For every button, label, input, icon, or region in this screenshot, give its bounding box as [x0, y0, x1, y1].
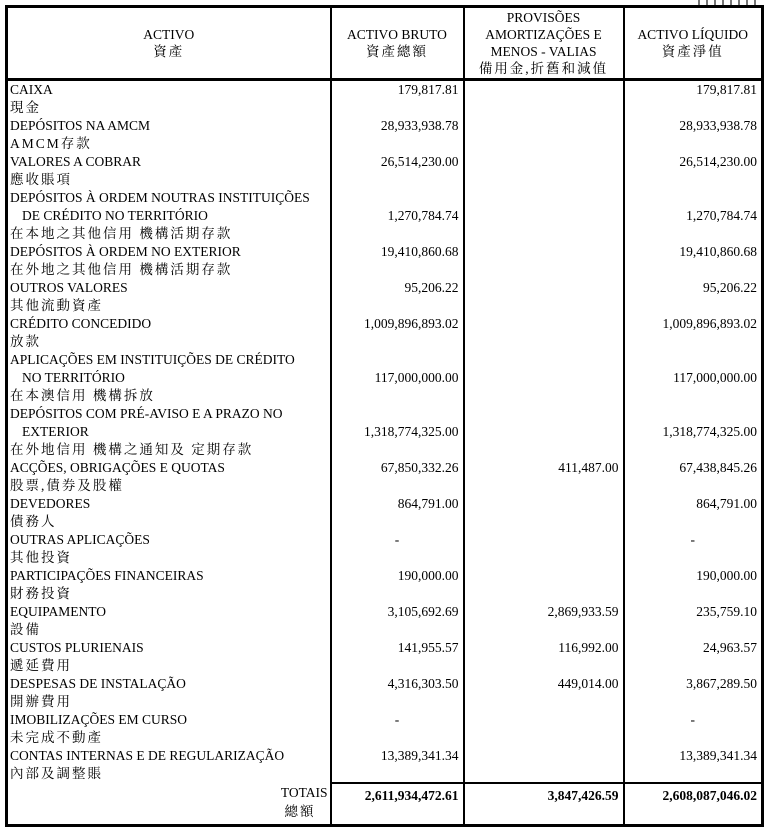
cell-provisoes: [464, 747, 624, 783]
row-label-cell: [7, 279, 331, 315]
row-label-pt: [10, 603, 330, 621]
cell-activo-bruto-value: 1,318,774,325.00: [364, 424, 459, 439]
cell-activo-bruto-value: 141,955.57: [397, 640, 459, 655]
table-row: [7, 153, 763, 189]
table-row: [7, 639, 763, 675]
cell-activo-bruto-value: 1,009,896,893.02: [364, 316, 459, 331]
row-label-cell: [7, 243, 331, 279]
cell-activo-liquido: [624, 315, 763, 351]
row-label-cell: [7, 603, 331, 639]
assets-table: [5, 5, 764, 827]
cell-provisoes: [464, 531, 624, 567]
totals-provisoes-value: 3,847,426.59: [547, 788, 619, 803]
cell-activo-liquido: [624, 639, 763, 675]
cell-activo-bruto-value: 28,933,938.78: [380, 118, 459, 133]
cell-provisoes: [464, 243, 624, 279]
row-label-zh: 應收賬項: [10, 172, 72, 187]
cell-activo-liquido-value: 19,410,860.68: [679, 244, 757, 259]
row-label-pt-line: CRÉDITO CONCEDIDO: [10, 316, 152, 331]
row-label-zh: 股票,債券及股權: [10, 478, 124, 493]
row-label-pt-line: NO TERRITÓRIO: [22, 370, 125, 385]
header-activo: [7, 7, 331, 80]
row-label-pt: [10, 351, 330, 387]
row-label-pt-line: OUTRAS APLICAÇÕES: [10, 532, 150, 547]
cell-activo-bruto-value: -: [394, 532, 400, 547]
cell-activo-bruto-value: 19,410,860.68: [380, 244, 459, 259]
cell-activo-liquido-value: 26,514,230.00: [679, 154, 757, 169]
cell-activo-bruto: [331, 711, 464, 747]
cell-activo-bruto: [331, 675, 464, 711]
row-label-zh: 財務投資: [10, 586, 72, 601]
row-label-zh: AMCM存款: [10, 136, 92, 151]
row-label-pt: [10, 675, 330, 693]
cell-activo-bruto: [331, 459, 464, 495]
totals-provisoes: [464, 783, 624, 826]
cell-activo-bruto-value: 3,105,692.69: [387, 604, 459, 619]
cell-activo-liquido-value: 67,438,845.26: [679, 460, 757, 475]
cell-activo-liquido-value: 1,318,774,325.00: [662, 424, 757, 439]
header-activo-liquido: [624, 7, 763, 80]
row-label-pt: [10, 279, 330, 297]
totals-activo-liquido: [624, 783, 763, 826]
row-label-zh: 其他投資: [10, 550, 72, 565]
header-provisoes-pt-line: AMORTIZAÇÕES E: [485, 27, 602, 42]
row-label-pt-line: VALORES A COBRAR: [10, 154, 142, 169]
cell-activo-bruto: [331, 639, 464, 675]
row-label-pt: [10, 405, 330, 441]
table-row: [7, 189, 763, 243]
row-label-pt-line: PARTICIPAÇÕES FINANCEIRAS: [10, 568, 204, 583]
totals-label-zh: 總額: [284, 804, 316, 819]
cell-provisoes-value: [465, 351, 623, 369]
table-row: [7, 747, 763, 783]
cell-activo-liquido: [624, 80, 763, 118]
row-label-pt: [10, 567, 330, 585]
totals-label-cell: [7, 783, 331, 826]
row-label-pt-line: OUTROS VALORES: [10, 280, 128, 295]
row-label-cell: [7, 567, 331, 603]
cell-provisoes-value: 449,014.00: [557, 676, 619, 691]
header-activo-bruto: [331, 7, 464, 80]
row-label-cell: [7, 495, 331, 531]
cell-activo-liquido: [624, 531, 763, 567]
cell-activo-liquido-value: 1,009,896,893.02: [662, 316, 757, 331]
cell-provisoes-value: [465, 189, 623, 207]
row-label-zh: 放款: [10, 334, 41, 349]
row-label-pt: [10, 81, 330, 99]
row-label-zh: 開辦費用: [10, 694, 72, 709]
cell-activo-bruto: [331, 117, 464, 153]
cell-provisoes: [464, 639, 624, 675]
row-label-cell: [7, 117, 331, 153]
header-activo-bruto-zh: 資產總額: [366, 44, 428, 59]
table-footer: [7, 783, 763, 826]
row-label-cell: [7, 747, 331, 783]
row-label-pt-line: IMOBILIZAÇÕES EM CURSO: [10, 712, 188, 727]
row-label-zh: 內部及調整賬: [10, 766, 103, 781]
cell-provisoes: [464, 351, 624, 405]
row-label-cell: [7, 153, 331, 189]
cell-provisoes: [464, 675, 624, 711]
row-label-pt-line: DESPESAS DE INSTALAÇÃO: [10, 676, 186, 691]
cell-activo-liquido-value: 13,389,341.34: [679, 748, 757, 763]
cell-activo-bruto: [331, 405, 464, 459]
row-label-pt: [10, 117, 330, 135]
cell-activo-bruto-value: 1,270,784.74: [387, 208, 459, 223]
cell-activo-liquido-value: 864,791.00: [696, 496, 757, 511]
header-provisoes-pt-line: PROVISÕES: [506, 10, 581, 25]
cell-provisoes: [464, 153, 624, 189]
table-row: [7, 495, 763, 531]
cell-provisoes: [464, 315, 624, 351]
row-label-pt: [10, 711, 330, 729]
cell-activo-bruto-value: 67,850,332.26: [380, 460, 459, 475]
table-row: [7, 711, 763, 747]
cell-activo-liquido: [624, 279, 763, 315]
header-provisoes: [464, 7, 624, 80]
cell-provisoes-value: 2,869,933.59: [547, 604, 619, 619]
table-row: [7, 459, 763, 495]
row-label-pt: [10, 495, 330, 513]
row-label-pt: [10, 531, 330, 549]
row-label-zh: 遞延費用: [10, 658, 72, 673]
table-row: [7, 243, 763, 279]
row-label-zh: 在本澳信用 機構拆放: [10, 388, 155, 403]
row-label-pt: [10, 639, 330, 657]
cell-activo-liquido: [624, 495, 763, 531]
header-activo-bruto-pt: ACTIVO BRUTO: [347, 27, 447, 42]
row-label-cell: [7, 639, 331, 675]
cell-activo-bruto-value: 4,316,303.50: [387, 676, 459, 691]
table-row: [7, 80, 763, 118]
cell-activo-bruto: [331, 351, 464, 405]
cell-provisoes: [464, 80, 624, 118]
row-label-pt: [10, 189, 330, 225]
cell-activo-bruto-value: 864,791.00: [397, 496, 459, 511]
row-label-pt-line: DEPÓSITOS À ORDEM NO EXTERIOR: [10, 244, 241, 259]
row-label-cell: [7, 531, 331, 567]
table-header: [7, 7, 763, 80]
totals-activo-bruto: [331, 783, 464, 826]
header-row: [7, 7, 763, 80]
row-label-pt-line: DEVEDORES: [10, 496, 91, 511]
table-row: [7, 567, 763, 603]
cell-provisoes-value: [465, 405, 623, 423]
cell-activo-bruto-value: 26,514,230.00: [380, 154, 459, 169]
header-provisoes-pt-line: MENOS - VALIAS: [490, 44, 597, 59]
header-activo-zh: 資產: [153, 44, 185, 59]
cell-activo-bruto: [331, 747, 464, 783]
cell-activo-bruto-value: 117,000,000.00: [374, 370, 459, 385]
cell-activo-liquido: [624, 747, 763, 783]
row-label-pt-line: CONTAS INTERNAS E DE REGULARIZAÇÃO: [10, 748, 285, 763]
table-row: [7, 117, 763, 153]
cell-activo-liquido-value: 190,000.00: [696, 568, 757, 583]
cell-activo-liquido: [624, 459, 763, 495]
row-label-zh: 設備: [10, 622, 41, 637]
cell-provisoes: [464, 279, 624, 315]
row-label-pt-line: DEPÓSITOS NA AMCM: [10, 118, 151, 133]
row-label-pt: [10, 315, 330, 333]
totals-row: [7, 783, 763, 826]
cell-activo-liquido: [624, 189, 763, 243]
cell-activo-liquido: [624, 675, 763, 711]
cell-provisoes: [464, 405, 624, 459]
row-label-pt-line: CUSTOS PLURIENAIS: [10, 640, 144, 655]
row-label-pt: [10, 243, 330, 261]
cell-provisoes: [464, 603, 624, 639]
totals-activo-liquido-value: 2,608,087,046.02: [662, 788, 757, 803]
header-activo-pt: ACTIVO: [143, 27, 195, 42]
row-label-cell: [7, 405, 331, 459]
cell-provisoes: [464, 567, 624, 603]
row-label-zh: 現金: [10, 100, 41, 115]
cell-activo-liquido-value: 179,817.81: [696, 82, 757, 97]
cell-activo-liquido-value: -: [690, 712, 695, 727]
row-label-zh: 未完成不動產: [10, 730, 103, 745]
row-label-cell: [7, 189, 331, 243]
cell-activo-bruto-value: 95,206.22: [404, 280, 459, 295]
table-row: [7, 531, 763, 567]
cell-activo-liquido-value: 235,759.10: [696, 604, 757, 619]
cell-provisoes-value: 116,992.00: [558, 640, 619, 655]
cell-activo-bruto: [331, 80, 464, 118]
row-label-pt: [10, 747, 330, 765]
cell-provisoes: [464, 189, 624, 243]
cell-activo-bruto: [331, 495, 464, 531]
cell-provisoes: [464, 711, 624, 747]
totals-activo-bruto-value: 2,611,934,472.61: [364, 788, 459, 803]
cell-activo-liquido-value: 3,867,289.50: [686, 676, 757, 691]
row-label-cell: [7, 675, 331, 711]
table-body: [7, 80, 763, 784]
cell-activo-liquido: [624, 153, 763, 189]
cell-activo-bruto-value: 13,389,341.34: [380, 748, 459, 763]
cell-activo-liquido: [624, 567, 763, 603]
cell-activo-bruto: [331, 243, 464, 279]
table-row: [7, 315, 763, 351]
cell-activo-liquido-value: 117,000,000.00: [673, 370, 757, 385]
row-label-zh: 在本地之其他信用 機構活期存款: [10, 226, 233, 241]
row-label-pt-line: CAIXA: [10, 82, 53, 97]
cell-activo-liquido: [624, 711, 763, 747]
row-label-cell: [7, 711, 331, 747]
row-label-cell: [7, 459, 331, 495]
row-label-pt-line: EXTERIOR: [22, 424, 89, 439]
cell-activo-bruto: [331, 279, 464, 315]
cell-activo-bruto: [331, 189, 464, 243]
cell-activo-liquido-value: 28,933,938.78: [679, 118, 757, 133]
row-label-pt-line: APLICAÇÕES EM INSTITUIÇÕES DE CRÉDITO: [10, 352, 295, 367]
cell-activo-liquido: [624, 351, 763, 405]
cell-activo-liquido-value: 95,206.22: [703, 280, 757, 295]
row-label-pt: [10, 459, 330, 477]
cell-activo-liquido: [624, 117, 763, 153]
cell-provisoes: [464, 495, 624, 531]
row-label-cell: [7, 351, 331, 405]
cell-activo-liquido-value: 1,270,784.74: [686, 208, 757, 223]
header-activo-liquido-pt: ACTIVO LÍQUIDO: [637, 27, 749, 42]
cell-activo-bruto: [331, 531, 464, 567]
cell-provisoes: [464, 459, 624, 495]
table-row: [7, 603, 763, 639]
totals-label-pt: TOTAIS: [280, 785, 328, 800]
cell-provisoes: [464, 117, 624, 153]
row-label-cell: [7, 315, 331, 351]
cell-activo-bruto-value: 179,817.81: [397, 82, 459, 97]
cell-activo-liquido-value: 24,963.57: [703, 640, 757, 655]
row-label-cell: [7, 80, 331, 118]
cell-activo-bruto-value: -: [394, 712, 400, 727]
row-label-pt-line: DEPÓSITOS COM PRÉ-AVISO E A PRAZO NO: [10, 406, 283, 421]
cell-activo-bruto: [331, 315, 464, 351]
cell-activo-liquido: [624, 243, 763, 279]
table-row: [7, 675, 763, 711]
table-row: [7, 351, 763, 405]
row-label-pt: [10, 153, 330, 171]
header-provisoes-zh: 備用金,折舊和減值: [478, 61, 609, 76]
cell-provisoes-value: 411,487.00: [558, 460, 619, 475]
cell-activo-liquido: [624, 603, 763, 639]
cell-activo-bruto: [331, 567, 464, 603]
row-label-pt-line: DE CRÉDITO NO TERRITÓRIO: [22, 208, 208, 223]
table-row: [7, 279, 763, 315]
cell-activo-bruto: [331, 603, 464, 639]
cell-activo-liquido-value: -: [690, 532, 695, 547]
cell-activo-liquido: [624, 405, 763, 459]
row-label-zh: 在外地信用 機構之通知及 定期存款: [10, 442, 254, 457]
row-label-pt-line: DEPÓSITOS À ORDEM NOUTRAS INSTITUIÇÕES: [10, 190, 310, 205]
row-label-zh: 其他流動資產: [10, 298, 103, 313]
row-label-zh: 在外地之其他信用 機構活期存款: [10, 262, 233, 277]
row-label-pt-line: ACÇÕES, OBRIGAÇÕES E QUOTAS: [10, 460, 225, 475]
cell-activo-bruto: [331, 153, 464, 189]
cell-activo-bruto-value: 190,000.00: [397, 568, 459, 583]
row-label-zh: 債務人: [10, 514, 57, 529]
row-label-pt-line: EQUIPAMENTO: [10, 604, 107, 619]
header-activo-liquido-zh: 資產淨值: [661, 44, 724, 59]
table-row: [7, 405, 763, 459]
